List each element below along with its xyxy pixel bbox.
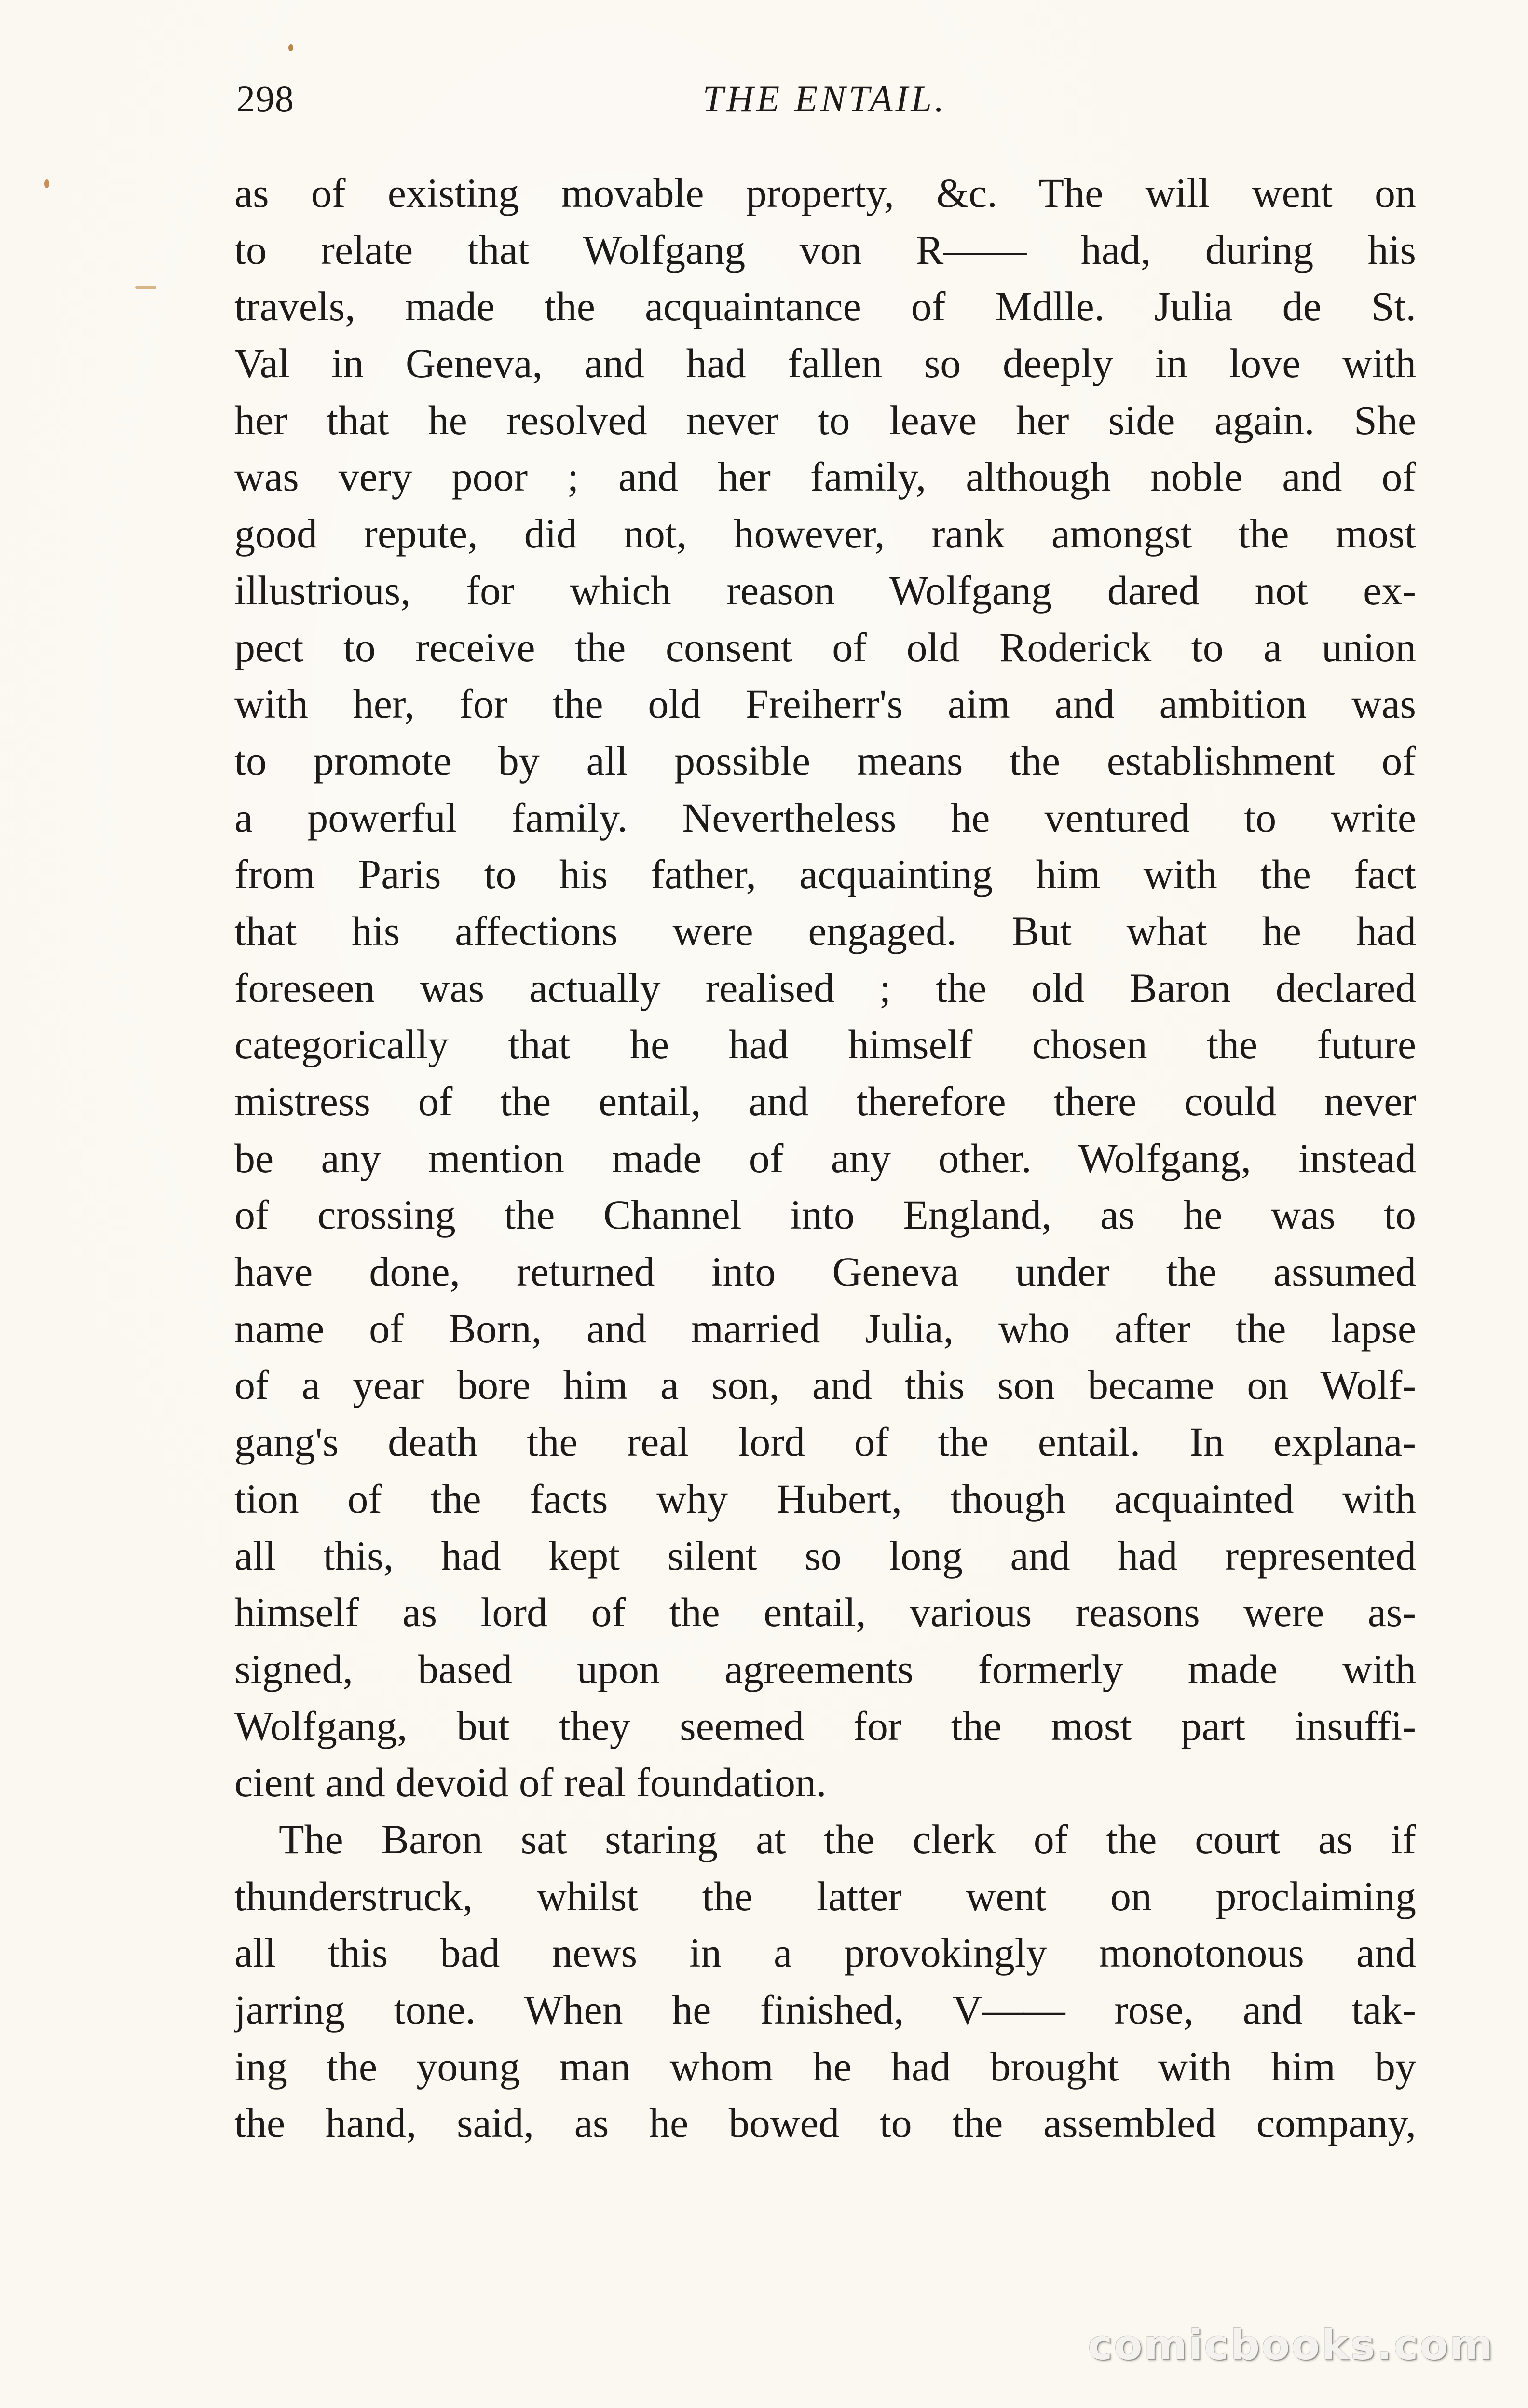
- running-title: THE ENTAIL.: [702, 78, 947, 120]
- text-line: thunderstruck, whilst the latter went on proclaiming: [234, 1873, 1416, 1919]
- page-header: [236, 72, 1413, 135]
- text-line: Val in Geneva, and had fallen so deeply in love with: [234, 340, 1416, 387]
- paper-speck: [44, 179, 49, 188]
- text-line: Wolfgang, but they seemed for the most part insuffi-: [234, 1702, 1416, 1749]
- text-line: have done, returned into Geneva under the assumed: [234, 1248, 1416, 1295]
- page-number: 298: [236, 78, 294, 120]
- text-line: that his affections were engaged. But what he had: [234, 907, 1416, 954]
- paper-speck: [288, 44, 293, 51]
- text-line: mistress of the entail, and therefore there could never: [234, 1078, 1416, 1124]
- text-line: categorically that he had himself chosen the future: [234, 1021, 1416, 1068]
- text-line: jarring tone. When he finished, V—— rose, and tak-: [234, 1986, 1416, 2033]
- text-line: a powerful family. Nevertheless he ventured to write: [234, 794, 1416, 841]
- text-line: as of existing movable property, &c. The will went on: [234, 170, 1416, 216]
- text-line: the hand, said, as he bowed to the assembled company,: [234, 2100, 1416, 2147]
- text-line: with her, for the old Freiherr's aim and ambition was: [234, 681, 1416, 727]
- text-line: tion of the facts why Hubert, though acquainted with: [234, 1475, 1416, 1522]
- text-line: of crossing the Channel into England, as he was to: [234, 1191, 1416, 1238]
- paragraph-start-line: The Baron sat staring at the clerk of the court as if: [279, 1816, 1416, 1862]
- text-line: signed, based upon agreements formerly made with: [234, 1645, 1416, 1692]
- body-text: [234, 165, 1416, 2152]
- text-line: foreseen was actually realised ; the old Baron declared: [234, 964, 1416, 1011]
- text-line: pect to receive the consent of old Roderick to a union: [234, 624, 1416, 670]
- paragraph-end-line: cient and devoid of real foundation.: [234, 1759, 827, 1806]
- text-line: was very poor ; and her family, although noble and of: [234, 453, 1416, 500]
- watermark-logo: comicbooks.com: [1088, 2321, 1494, 2369]
- paper-speck: [135, 286, 156, 289]
- text-line: good repute, did not, however, rank amongst the most: [234, 510, 1416, 557]
- text-line: from Paris to his father, acquainting him with the fact: [234, 851, 1416, 898]
- text-line: all this bad news in a provokingly monotonous and: [234, 1929, 1416, 1976]
- text-line: illustrious, for which reason Wolfgang dared not ex-: [234, 567, 1416, 614]
- text-line: gang's death the real lord of the entail. In explana-: [234, 1419, 1416, 1465]
- text-line: her that he resolved never to leave her side again. She: [234, 397, 1416, 443]
- text-line: himself as lord of the entail, various reasons were as-: [234, 1589, 1416, 1636]
- text-line: to relate that Wolfgang von R—— had, during his: [234, 226, 1416, 273]
- text-line: travels, made the acquaintance of Mdlle. Julia de St.: [234, 283, 1416, 330]
- text-line: to promote by all possible means the establishment of: [234, 737, 1416, 784]
- text-line: be any mention made of any other. Wolfgang, instead: [234, 1135, 1416, 1181]
- text-line: of a year bore him a son, and this son became on Wolf-: [234, 1362, 1416, 1409]
- text-line: all this, had kept silent so long and had represented: [234, 1532, 1416, 1579]
- text-line: name of Born, and married Julia, who after the lapse: [234, 1305, 1416, 1352]
- text-line: ing the young man whom he had brought with him by: [234, 2043, 1416, 2090]
